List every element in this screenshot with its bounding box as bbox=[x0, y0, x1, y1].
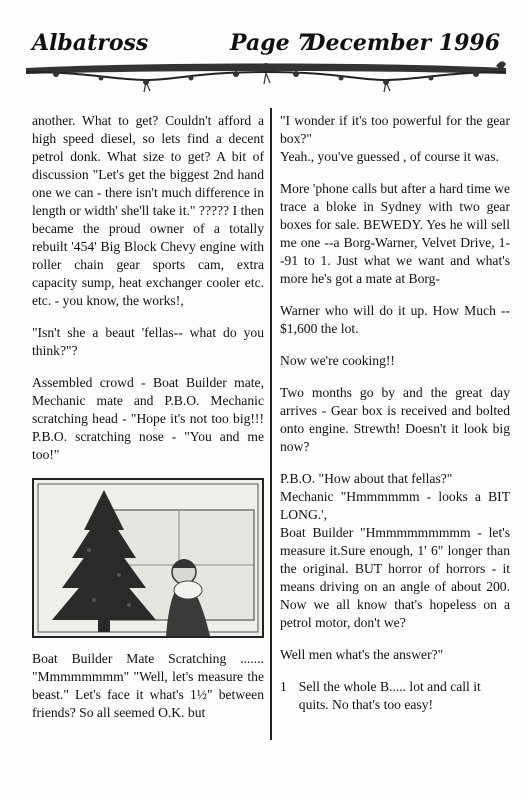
paragraph: More 'phone calls but after a hard time we trace a bloke in Sydney with two gear boxes for sale. BEWEDY. Yes he will sell me one --a Borg-Warner, Velvet Drive, 1--91 to 1. Just what we want and what's more he's got a mate at Borg- bbox=[280, 181, 510, 286]
tree-and-santa-image bbox=[34, 480, 262, 636]
christmas-illustration bbox=[32, 478, 264, 638]
paragraph: Now we're cooking!! bbox=[280, 353, 395, 368]
page-header bbox=[0, 0, 528, 100]
paragraph: Assembled crowd - Boat Builder mate, Mechanic mate and P.B.O. Mechanic scratching head - "Hope it's not too big!!! P.B.O. scratching nose - "You and me too!" bbox=[32, 375, 264, 462]
paragraph: Warner who will do it up. How Much -- $1,600 the lot. bbox=[280, 303, 510, 336]
paragraph: Two months go by and the great day arrives - Gear box is received and bolted onto engine. Strewth! Doesn't it look big now? bbox=[280, 385, 510, 454]
paragraph: Boat Builder Mate Scratching ....... "Mmmmmmmm" "Well, let's measure the beast." Let's face it what's 1½" between friends? So all seemed O.K. but bbox=[32, 651, 264, 720]
paragraph: "I wonder if it's too powerful for the gear box?" Yeah., you've guessed , of course it was. bbox=[280, 113, 510, 164]
page-number: Page 7 bbox=[230, 30, 313, 56]
paragraph: another. What to get? Couldn't afford a high speed diesel, so lets find a decent petrol donk. What size to get? A bit of discussion "Let's get the biggest 2nd hand one we can - there isn't much difference in length or width' she'll take it." ????? I then became the proud owner of a totally rebuilt '454' Big Block Chevy engine with roller chain gear sports cam, extra capacity sump, heat exchanger cooler etc. etc. - you know, the works!, bbox=[32, 113, 264, 308]
left-column bbox=[32, 112, 264, 722]
christmas-garland-decoration bbox=[26, 58, 506, 98]
column-divider bbox=[270, 108, 272, 740]
paragraph: "Isn't she a beaut 'fellas-- what do you think?"? bbox=[32, 325, 264, 358]
list-text: Sell the whole B..... lot and call it quits. No that's too easy! bbox=[298, 679, 481, 712]
numbered-list-item bbox=[280, 678, 510, 714]
paragraph: P.B.O. "How about that fellas?" Mechanic "Hmmmmmm - looks a BIT LONG.', Boat Builder "Hmmmmmmmmm - let's measure it.Sure enough, 1' 6" longer than the original. BUT horror of horrors - it means driving on an angle of about 200. Now we all know that's hopeless on a petrol motor, don't we? bbox=[280, 471, 510, 630]
paragraph: Well men what's the answer?" bbox=[280, 647, 444, 662]
publication-title: Albatross bbox=[32, 30, 149, 56]
issue-date: December 1996 bbox=[306, 30, 500, 56]
right-column bbox=[280, 112, 510, 714]
list-number: 1 bbox=[280, 679, 287, 694]
